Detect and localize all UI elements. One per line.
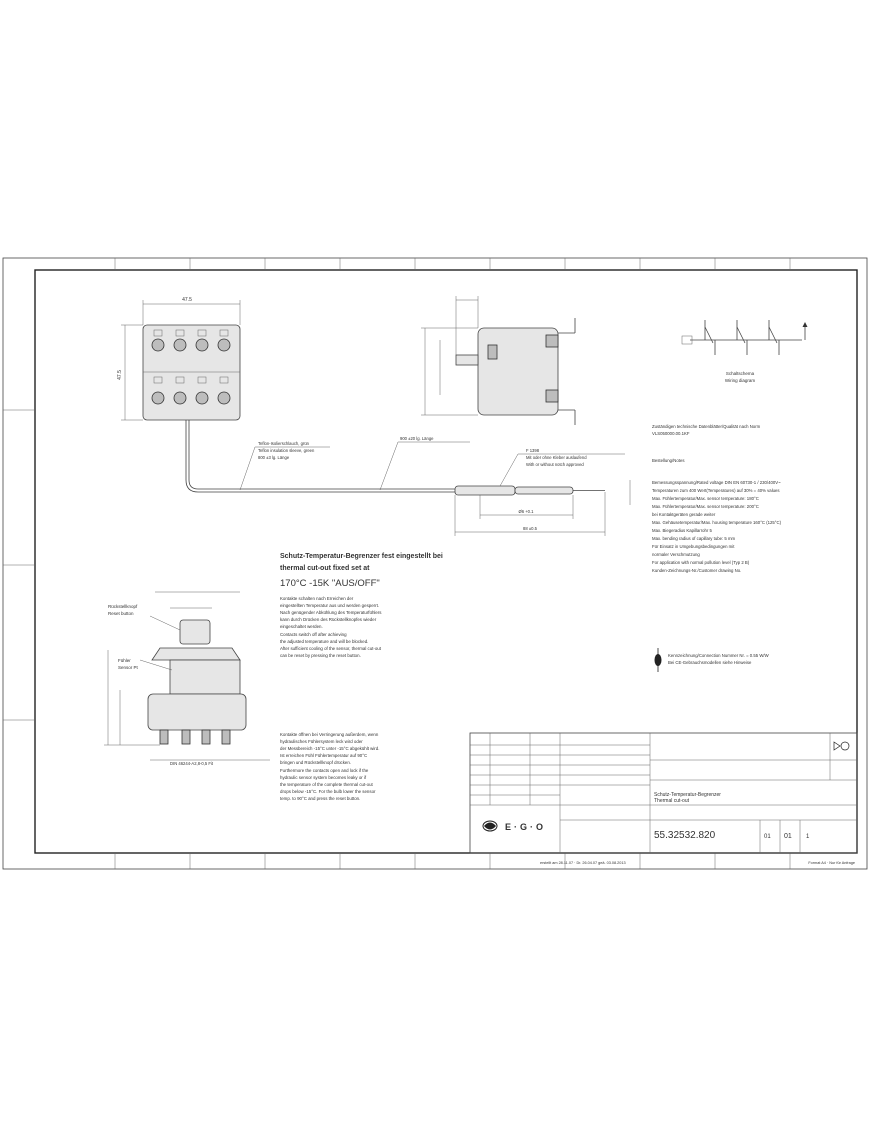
revision: 01 [764, 834, 771, 840]
notes-line: Nach genügender Abkühlung des Temperaturfühlers [280, 610, 382, 615]
notes-setpoint: 170°C -15K "AUS/OFF" [280, 578, 380, 589]
notes-line: bringen und Rückstellknopf drücken. [280, 760, 352, 765]
capillary-tube [186, 420, 455, 492]
spec-line: Max. Fühlertemperatur/Max. sensor temperature: 200°C [652, 504, 759, 509]
ground-note-en: Bei CE-Gebrauchsmodellen siehe Hinweise [668, 660, 752, 665]
part-number: 55.32532.820 [654, 830, 716, 841]
sheet-total: 1 [806, 834, 810, 840]
capillary-callouts [240, 436, 470, 490]
dim-top-width: 47.5 [182, 297, 192, 303]
ground-note-de: Kennzeichnung/Connection Nummer Nr. = 0.55 W/W [668, 653, 769, 658]
capillary-length: 900 ±20 lg. Länge [400, 436, 434, 441]
bulb-dim-b: 88 ±0.5 [523, 526, 537, 531]
teflon-label-en: Teflon insulation sleeve, green [258, 448, 315, 453]
terminal-spec: DIN 46244-A2,8-0,5 Fit [170, 761, 214, 766]
notes-line: hydraulisches Fühlersystem leck wird oder [280, 739, 363, 744]
notes-line: Kontakte öffnen bei Verringerung außerdem, wenn [280, 732, 379, 737]
notes-line: can be reset by pressing the reset button. [280, 653, 361, 658]
ego-logo: E·G·O [505, 822, 546, 832]
projection-symbol-icon [834, 742, 849, 750]
spec-line: Max. bending radius of capillary tube: 5 mm [652, 536, 736, 541]
spec-line: Temperaturen zum 400 Wert(Temperatures) auf 30% = 40% values [652, 488, 780, 493]
notes-line: temp. to 90°C and press the reset button. [280, 796, 361, 801]
spec-line: Kunden-Zeichnungs-Nr./Customer drawing No. [652, 568, 742, 573]
footer-right: Format A4 · Nur für Anfrage [808, 861, 855, 865]
teflon-length: 800 ±3 lg. Länge [258, 455, 290, 460]
spec-header-1: Zuständigen technische Datenblätter/Qualität nach Norm [652, 424, 761, 429]
notes-line: Furthermore the contacts open and lock if the [280, 768, 369, 773]
title-block [470, 733, 857, 853]
notes-line: der Messbereich -15°C unter -15°C abgekühlt wird. [280, 746, 380, 751]
notes-title-en: thermal cut-out fixed set at [280, 565, 370, 572]
notes-line: eingeschaltet werden. [280, 624, 323, 629]
side-view [421, 296, 575, 425]
spec-header-2: VLS050000.00.1KF [652, 431, 690, 436]
dim-side-height: 47.5 [117, 370, 123, 380]
desc-de: Schutz-Temperatur-Begrenzer [654, 792, 721, 798]
teflon-label-de: Teflon-Isolierschlauch, grün [258, 441, 309, 446]
spec-line: Max. Fühlertemperatur/Max. sensor temperature: 180°C [652, 496, 759, 501]
spec-line: normaler Verschmutzung [652, 552, 700, 557]
ego-logo-icon [483, 821, 497, 831]
bulb-body [455, 486, 515, 495]
spec-block [652, 424, 782, 672]
notes-title-de: Schutz-Temperatur-Begrenzer fest eingestellt bei [280, 553, 443, 560]
bulb-note-en: With or without notch approved [526, 462, 584, 467]
probe-label-en: Sensor Pt [118, 665, 138, 670]
spec-line: Bemessungsspannung/Rated voltage DIN EN 60730-1 / 230/400V~ [652, 480, 781, 485]
bulb-dim-a: Ø6 +0.1 [518, 509, 534, 514]
wiring-label-en: Wiring diagram [724, 378, 756, 383]
notes-line: Ist erreichen Fühl Fühlertemperatur auf 90°C [280, 753, 368, 758]
footer-left: erstellt am 28.11.07 · Dr. 26.04.07 geä. 03.08.2013 [540, 861, 626, 865]
reset-button [180, 620, 210, 644]
notes-line: drops below -15°C. For the bulb lower the sensor [280, 789, 376, 794]
spec-header-3: Bestellung/Notes [652, 458, 685, 463]
notes-line: the adjusted temperature and will be blocked. [280, 639, 369, 644]
spec-line: Max. Gehäusetemperatur/Max. housing temperature 160°C (125°C) [652, 520, 782, 525]
shaft-stub [456, 355, 478, 365]
wiring-label-de: Schaltschema [725, 371, 755, 376]
notes-block [280, 553, 443, 801]
reset-label-de: Rückstellknopf [108, 604, 138, 609]
notes-line: hydraulic sensor system becomes leaky or if [280, 775, 367, 780]
notes-line: eingestellten Temperatur aus und werden gesperrt. [280, 603, 380, 608]
spec-line: Für Einsatz in Umgebungsbedingungen mit [652, 544, 735, 549]
notes-line: Contacts switch off after achieving [280, 632, 347, 637]
probe-label-de: Fühler [118, 658, 131, 663]
upper-housing [170, 660, 240, 694]
wiring-diagram [682, 320, 808, 383]
sensor-bulb [455, 448, 630, 536]
ground-symbol-icon [655, 648, 662, 672]
lower-housing [148, 694, 246, 730]
front-view [104, 592, 270, 766]
bulb-code: F 1398 [526, 448, 540, 453]
notes-line: After sufficient cooling of the sensor, thermal cut-out [280, 646, 381, 651]
spec-line: Max. Biegeradius Kapillarrohr 5 [652, 528, 712, 533]
spec-line: bei Kontaktgeräten gerade weiter [652, 512, 716, 517]
sheet-number: 01 [784, 833, 792, 840]
notes-line: Kontakte schalten nach Erreichen der [280, 596, 354, 601]
top-view [117, 297, 455, 492]
desc-en: Thermal cut-out [654, 798, 690, 804]
notes-line: kann durch Drücken des Rückstellknopfes wieder [280, 617, 377, 622]
notes-line: the temperature of the complete thermal cut-out [280, 782, 373, 787]
spec-line: For application with normal pollution level (Typ 2 B) [652, 560, 750, 565]
reset-label-en: Reset button [108, 611, 134, 616]
bulb-note-de: Mit oder ohne Kleber auslaufend [526, 455, 587, 460]
